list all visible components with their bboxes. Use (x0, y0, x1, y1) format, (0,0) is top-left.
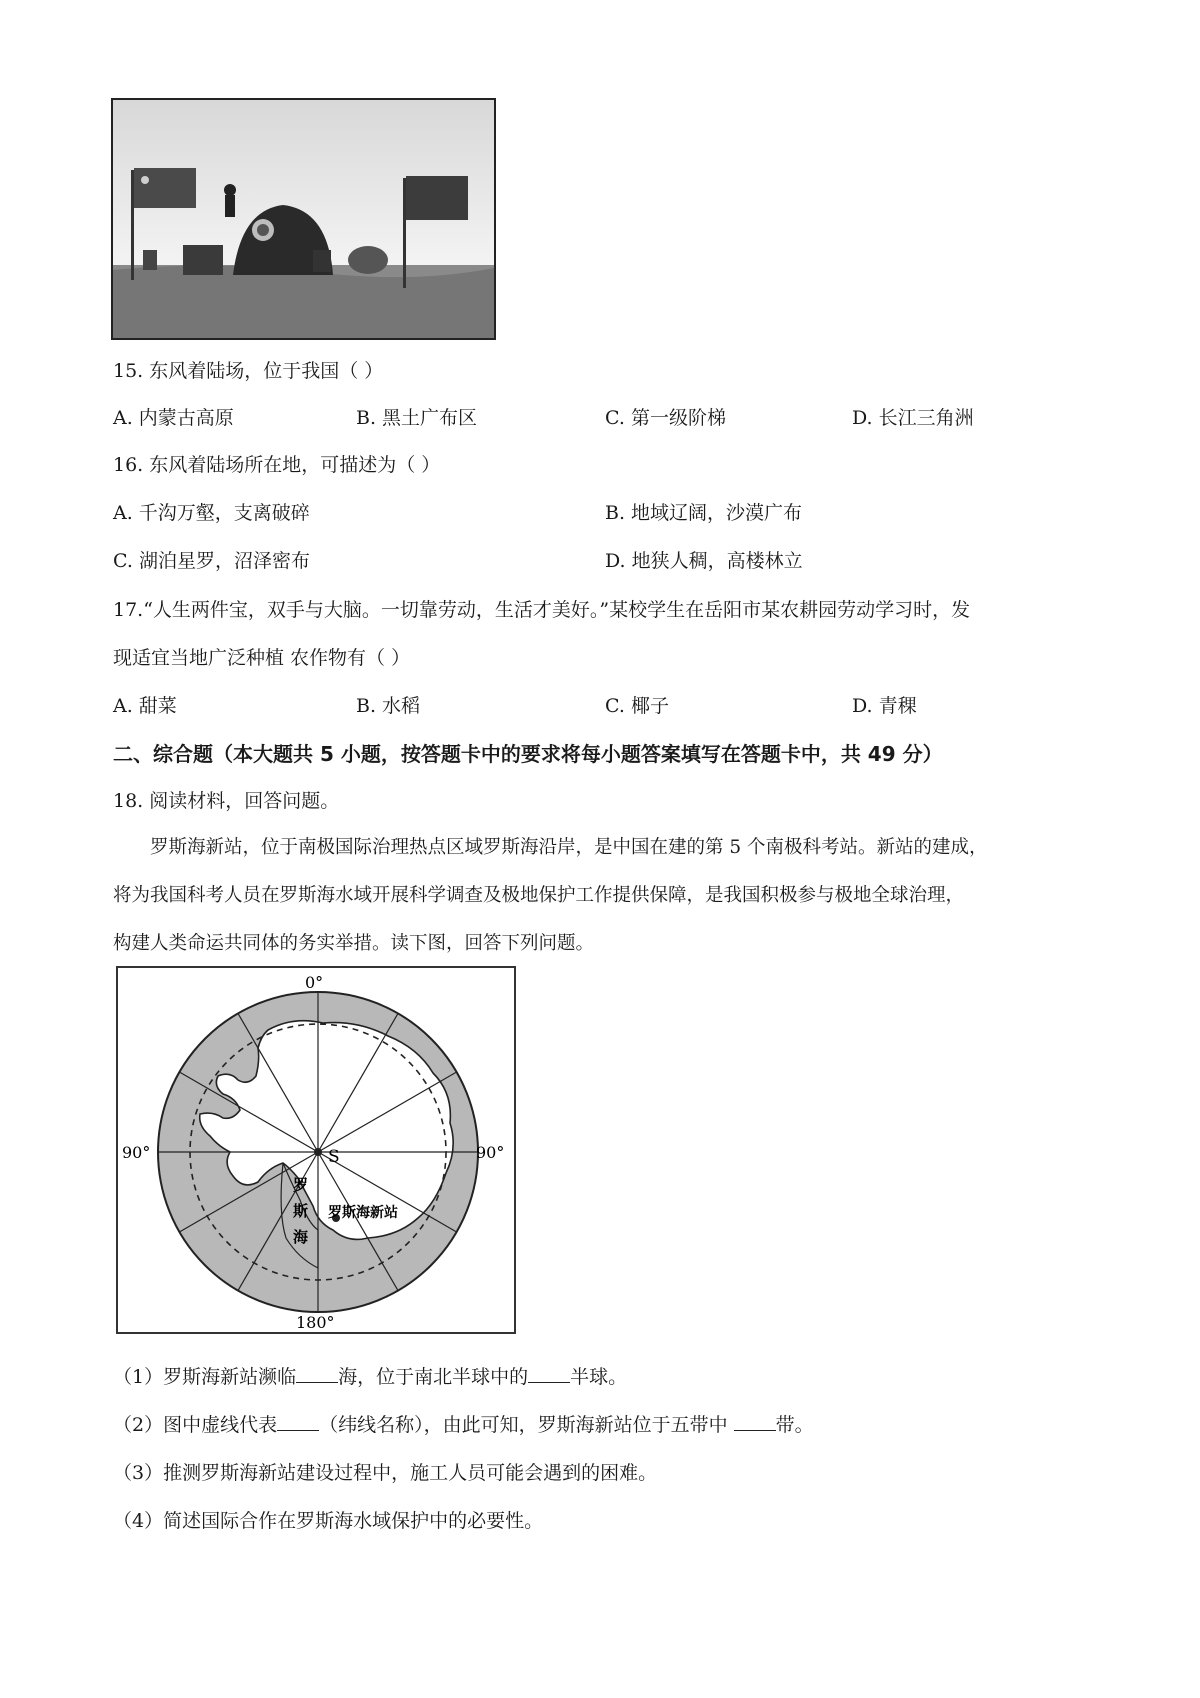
q15-option-b: B. 黑土广布区 (356, 407, 478, 429)
q18-material-line2: 将为我国科考人员在罗斯海水域开展科学调查及极地保护工作提供保障，是我国积极参与极地全球治理， (113, 885, 965, 906)
q18-sub3: （3）推测罗斯海新站建设过程中，施工人员可能会遇到的困难。 (113, 1462, 658, 1484)
q18-sub4: （4）简述国际合作在罗斯海水域保护中的必要性。 (113, 1510, 544, 1532)
q17-option-a: A. 甜菜 (113, 695, 177, 717)
q15-stem: 15. 东风着陆场，位于我国（ ） (113, 360, 384, 382)
station-label: 罗斯海新站 (328, 1205, 398, 1221)
q18-material-line3: 构建人类命运共同体的务实举措。读下图，回答下列问题。 (113, 933, 595, 954)
answer-blank[interactable] (277, 1411, 319, 1431)
antarctica-map (116, 966, 516, 1334)
sea-label-3: 海 (293, 1228, 309, 1246)
sea-label-2: 斯 (293, 1202, 309, 1220)
q16-option-a: A. 千沟万壑，支离破碎 (113, 502, 310, 524)
q18-stem: 18. 阅读材料，回答问题。 (113, 790, 340, 812)
q17-stem-line1: 17.“人生两件宝，双手与大脑。一切靠劳动，生活才美好。”某校学生在岳阳市某农耕园劳动学习时，发 (113, 599, 971, 621)
label-90e: 90° (476, 1143, 505, 1162)
q16-stem: 16. 东风着陆场所在地，可描述为（ ） (113, 454, 441, 476)
q15-option-c: C. 第一级阶梯 (605, 407, 726, 429)
q18-sub2-part-a: （2）图中虚线代表 (113, 1414, 278, 1436)
q16-option-d: D. 地狭人稠，高楼林立 (605, 550, 803, 572)
q15-option-a: A. 内蒙古高原 (113, 407, 234, 429)
q17-option-b: B. 水稻 (356, 695, 421, 717)
q18-material-line1: 罗斯海新站，位于南极国际治理热点区域罗斯海沿岸，是中国在建的第 5 个南极科考站。新站的建成， (150, 837, 988, 858)
q18-sub1 (113, 1362, 627, 1389)
q18-sub2-part-c: 带。 (775, 1414, 814, 1436)
answer-blank[interactable] (528, 1363, 570, 1383)
q17-option-d: D. 青稞 (852, 695, 917, 717)
sea-label-1: 罗 (293, 1176, 309, 1194)
q17-stem-line2: 现适宜当地广泛种植 农作物有（ ） (113, 647, 411, 669)
answer-blank[interactable] (734, 1411, 776, 1431)
antarctica-map-graphic (118, 968, 514, 1332)
landing-photo-graphic (113, 100, 494, 338)
q18-sub1-part-b: 海，位于南北半球中的 (338, 1366, 529, 1388)
q18-sub2-part-b: （纬线名称），由此可知，罗斯海新站位于五带中 (319, 1414, 734, 1436)
q15-option-d: D. 长江三角洲 (852, 407, 974, 429)
label-180deg: 180° (296, 1313, 335, 1332)
answer-blank[interactable] (296, 1363, 338, 1383)
label-90w: 90° (122, 1143, 151, 1162)
q18-sub2 (113, 1410, 814, 1437)
pole-label: S (328, 1147, 340, 1167)
q18-sub1-part-c: 半球。 (570, 1366, 628, 1388)
q16-option-c: C. 湖泊星罗，沼泽密布 (113, 550, 310, 572)
landing-site-photo (111, 98, 496, 340)
q16-option-b: B. 地域辽阔，沙漠广布 (605, 502, 803, 524)
label-0deg: 0° (305, 973, 324, 992)
q18-sub1-part-a: （1）罗斯海新站濒临 (113, 1366, 297, 1388)
south-pole-dot (314, 1148, 322, 1156)
q17-option-c: C. 椰子 (605, 695, 669, 717)
section-heading: 二、综合题（本大题共 5 小题，按答题卡中的要求将每小题答案填写在答题卡中，共 49 分） (113, 742, 943, 766)
